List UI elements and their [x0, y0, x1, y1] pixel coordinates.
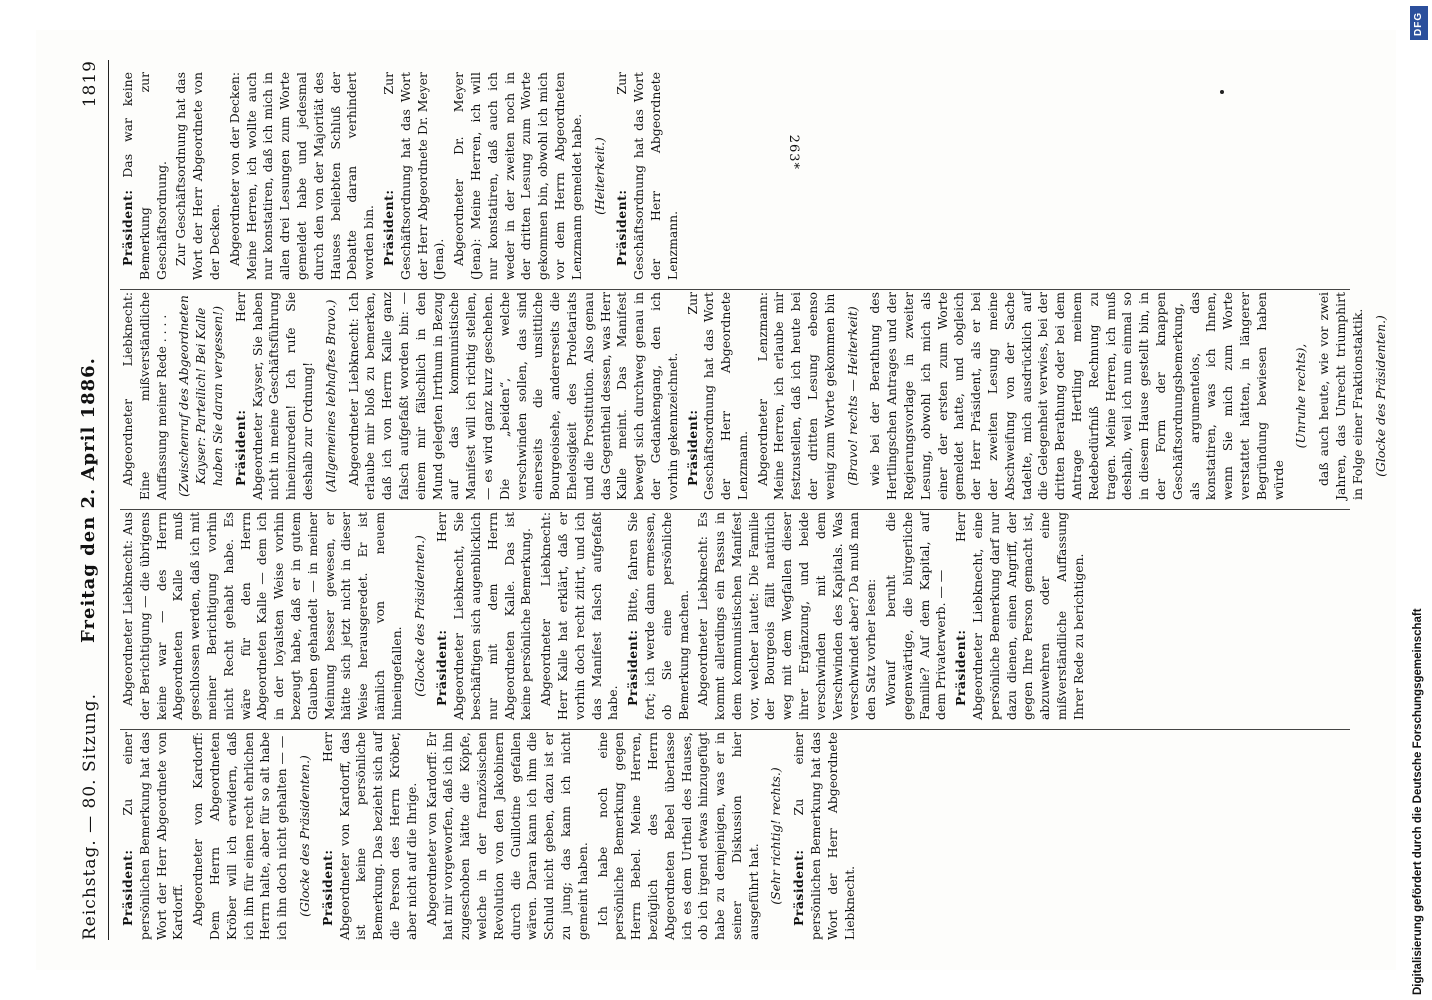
speech-text: Abgeordneter Dr. Meyer (Jena): Meine Herren, ich will nur konstatiren, daß auch ich weder in der zweiten noch in der dritten Lesung zum Worte gekommen bin, obwohl ich mich vor dem Herrn Abgeordneten Lenzmann gemeldet habe.	[451, 72, 584, 280]
speech-paragraph	[381, 72, 448, 280]
speech-paragraph	[120, 732, 187, 940]
speaker-label: Präsident:	[434, 629, 450, 706]
speech-paragraph	[434, 512, 535, 720]
speech-text: Zur Geschäftsordnung hat das Wort der Herr Abgeordnete Lenzmann.	[614, 72, 680, 280]
speaker-label: Präsident:	[120, 189, 135, 266]
speech-text: Zu einer persönlichen Bemerkung hat das Wort der Herr Abgeordnete von Kardorff.	[120, 732, 186, 940]
speech-text: Abgeordneter von der Decken: Meine Herren, ich wollte auch nur konstatiren, daß ich mich in allen drei Lesungen zum Worte gemeldet habe und jedesmal durch den von der Majorität des Hauses beliebten Schluß der Debatte daran verhindert worden bin.	[226, 72, 377, 280]
text-column-2	[120, 512, 1091, 720]
speaker-label: Präsident:	[684, 409, 700, 486]
speech-text: Zur Geschäftsordnung hat das Wort der Herr Abgeordnete Dr. Meyer (Jena).	[380, 72, 447, 280]
speech-paragraph	[451, 72, 585, 280]
speech-paragraph	[883, 512, 950, 720]
speech-paragraph	[625, 512, 692, 720]
speech-text: Abgeordneter Liebknecht: Aus der Berichtigung — die übrigens keine war — des Herrn Abgeordneten Kalle muß geschlossen werden, daß ich mit meiner Berichtigung vorhin nicht Recht gehabt habe. Es wäre für den Herrn Abgeordneten Kalle — dem ich in der loyalsten Weise vorhin bezeugt habe, daß er in gutem Glauben gehandelt — in meiner Meinung besser gewesen, er hätte sich jetzt nicht in dieser Weise herausgeredet. Er ist nämlich von neuem hineingefallen.	[120, 512, 404, 720]
column-rule	[120, 729, 1350, 730]
speech-paragraph	[233, 292, 317, 500]
speech-text: Herr Abgeordneter Liebknecht, eine persönliche Bemerkung darf nur dazu dienen, einen Angriff, der gegen Ihre Person gemacht ist, abzuwehren oder eine mißverständliche Auffassung Ihrer Rede zu berichtigen.	[953, 512, 1086, 720]
speech-paragraph	[227, 72, 378, 280]
speech-text: Zur Geschäftsordnung hat das Wort der Herr Abgeordnete Lenzmann.	[684, 292, 750, 500]
stage-direction: (Glocke des Präsidenten.)	[296, 755, 312, 917]
signature-mark: 263*	[786, 134, 801, 170]
speech-paragraph	[320, 732, 421, 940]
speech-text: Ich habe noch eine persönliche Bemerkung gegen Herrn Bebel. Meine Herren, bezüglich des Herrn Abgeordneten Bebel überlasse ich es dem Urtheil des Hauses, ob ich irgend etwas hinzugefügt habe zu demjenigen, was er in seiner Diskussion hier ausgeführt hat.	[594, 732, 761, 940]
stage-direction: (Glocke des Präsidenten.)	[411, 535, 427, 697]
speech-paragraph	[538, 512, 622, 720]
speech-paragraph	[1316, 292, 1366, 500]
speech-paragraph	[120, 512, 406, 720]
speech-text: Abgeordneter Liebknecht: Herr Kalle hat erklärt, daß er vorhin doch recht zitirt, und ich das Manifest falsch aufgefaßt habe.	[538, 512, 621, 720]
header-date: Freitag den 2. April 1886.	[78, 357, 99, 643]
speech-text: Abgeordneter Liebknecht: Ich erlaube mir bloß zu bemerken, daß ich von Herrn Kalle ganz falsch aufgefaßt worden bin: — einem mir fälschlich in den Mund gelegten Irrthum in Bezug auf das kommunistische Manifest will ich richtig stellen, — es wird ganz kurz geschehen. Die „beiden“, welche verschwinden sollen, das sind einerseits die unsittliche Bourgeoisehe, andererseits die Ehelosigkeit des Proletariats und die Prostitution. Also genau das Gegentheil dessen, was Herr Kalle meint. Das Manifest bewegt sich durchweg genau in der Gedankengang, den ich vorhin gekennzeichnet.	[345, 292, 680, 500]
column-rule	[120, 509, 1350, 510]
speech-paragraph	[120, 72, 170, 280]
page-number: 1819	[80, 60, 100, 108]
stage-direction: (Bravo! rechts — Heiterkeit)	[844, 306, 860, 486]
column-rule	[120, 289, 1350, 290]
dfg-funding-note: Digitalisierung gefördert durch die Deutsche Forschungsgemeinschaft	[1412, 608, 1424, 995]
text-column-4	[120, 72, 685, 280]
stage-direction: (Zwischenruf des Abgeordneten Kayser: Parteilich! Bei Kalle haben Sie daran vergessen!)	[176, 295, 225, 497]
speech-paragraph	[791, 732, 858, 940]
speaker-label: Präsident:	[953, 629, 969, 706]
speaker-label: Präsident:	[614, 189, 630, 266]
speaker-label: Präsident:	[791, 849, 807, 926]
scan-speck	[1220, 90, 1224, 94]
scanned-page	[36, 30, 1396, 970]
header-session: Reichstag. — 80. Sitzung.	[80, 692, 100, 940]
speech-paragraph	[346, 292, 682, 500]
speech-text: wie bei der Berathung des Hertlingschen Antrages und der Regierungsvorlage in zweiter Lesung, obwohl ich mich als einer der ersten zum Worte gemeldet hatte, und obgleich der Herr Präsident, als er bei der zweiten Lesung meine Abschweifung von der Sache tadelte, mich ausdrücklich auf die Gelegenheit verwies, bei der dritten Berathung oder bei dem Antrage Hertling meinem Redebedürfniß Rechnung zu tragen. Meine Herren, ich muß deshalb, weil ich nun einmal so in diesem Hause gestellt bin, in der Form der knappen Geschäftsordnungsbemerkung, als argumentelos, das konstatiren, was ich Ihnen, wenn Sie mich zum Worte verstattet hätten, in längerer Begründung bewiesen haben würde	[867, 292, 1286, 500]
text-column-1	[120, 732, 861, 940]
speech-paragraph	[953, 512, 1087, 720]
speech-text: Abgeordneter Liebknecht: Eine mißverständliche Auffassung meiner Rede . . . .	[120, 292, 169, 500]
dfg-footer	[1404, 0, 1432, 1000]
speech-text: Herr Abgeordneter Kayser, Sie haben nicht in meine Geschäftsführung hineinzureden! Ich rufe Sie deshalb zur Ordnung!	[232, 292, 315, 500]
speech-text: Herr Abgeordneter von Kardorff, das ist keine persönliche Bemerkung. Das bezieht sich auf die Person des Herrn Kröber, aber nicht auf die Ihrige.	[319, 732, 419, 940]
speech-text: Herr Abgeordneter Liebknecht, Sie beschäftigen sich augenblicklich nur mit dem Herrn Abgeordneten Kalle. Das ist keine persönliche Bemerkung.	[434, 512, 534, 720]
speech-paragraph	[614, 72, 681, 280]
speaker-label: Präsident:	[120, 849, 135, 926]
stage-direction: (Glocke des Präsidenten.)	[1372, 315, 1388, 477]
speech-paragraph	[685, 292, 752, 500]
stage-direction: (Unruhe rechts),	[1293, 343, 1309, 449]
speech-text: Abgeordneter von Kardorff: Dem Herrn Abgeordneten Kröber will ich erwidern, daß ich ihn für einen recht ehrlichen Herrn halte, aber für so alt habe ich ihn doch nicht gehalten — —	[190, 732, 290, 940]
speech-text: Bitte, fahren Sie fort; ich werde dann ermessen, ob Sie eine persönliche Bemerkung machen.	[625, 512, 691, 720]
speech-text: Zur Geschäftsordnung hat das Wort der Herr Abgeordnete von der Decken.	[173, 72, 222, 280]
speaker-label: Präsident:	[319, 849, 335, 926]
speech-paragraph	[120, 292, 170, 500]
speech-paragraph	[867, 292, 1287, 500]
page-header	[74, 60, 109, 940]
speech-text: Abgeordneter Lenzmann: Meine Herren, ich erlaube mir festzustellen, daß ich heute bei der dritten Lesung ebenso wenig zum Worte gekommen bin	[754, 292, 837, 500]
speech-paragraph	[190, 732, 291, 940]
stage-direction: (Sehr richtig! rechts.)	[768, 767, 784, 905]
dfg-logo: DFG	[1410, 6, 1428, 40]
stage-direction: (Allgemeines lebhaftes Bravo.)	[322, 299, 338, 493]
speech-text: Abgeordneter Liebknecht: Es kommt allerdings ein Passus in dem kommunistischen Manifest vor, welcher lautet: Die Familie der Bourgeois fällt natürlich weg mit dem Wegfallen dieser ihrer Ergänzung, und beide verschwinden mit dem Verschwinden des Kapitals. Was verschwindet aber? Da muß man den Satz vorher lesen:	[695, 512, 879, 720]
speech-paragraph	[424, 732, 592, 940]
speech-text: Zu einer persönlichen Bemerkung hat das Wort der Herr Abgeordnete Liebknecht.	[791, 732, 857, 940]
speech-paragraph	[173, 72, 223, 280]
speaker-label: Präsident:	[625, 629, 641, 706]
speech-text: Worauf beruht die gegenwärtige, die bürgerliche Familie? Auf dem Kapital, auf dem Privaterwerb. — —	[883, 512, 949, 720]
speaker-label: Präsident:	[380, 189, 396, 266]
speech-text: daß auch heute, wie vor zwei Jahren, das Unrecht triumphirt in Folge einer Fraktionstaktik.	[1316, 292, 1365, 500]
speech-text: Abgeordneter von Kardorff: Er hat mir vorgeworfen, daß ich ihn zugeschoben hätte die Köpfe, welche in der französischen Revolution von den Jakobinern durch die Guillotine gefallen wären. Daran kann ich ihm die Schuld nicht geben, dazu ist er zu jung; das kann ich nicht gemeint haben.	[423, 732, 590, 940]
speech-paragraph	[755, 292, 839, 500]
stage-direction: (Heiterkeit.)	[591, 137, 607, 215]
text-column-3	[120, 292, 1395, 500]
speaker-label: Präsident:	[232, 409, 248, 486]
speech-paragraph	[695, 512, 880, 720]
speech-paragraph	[595, 732, 763, 940]
speech-text: Das war keine Bemerkung zur Geschäftsordnung.	[120, 72, 169, 280]
